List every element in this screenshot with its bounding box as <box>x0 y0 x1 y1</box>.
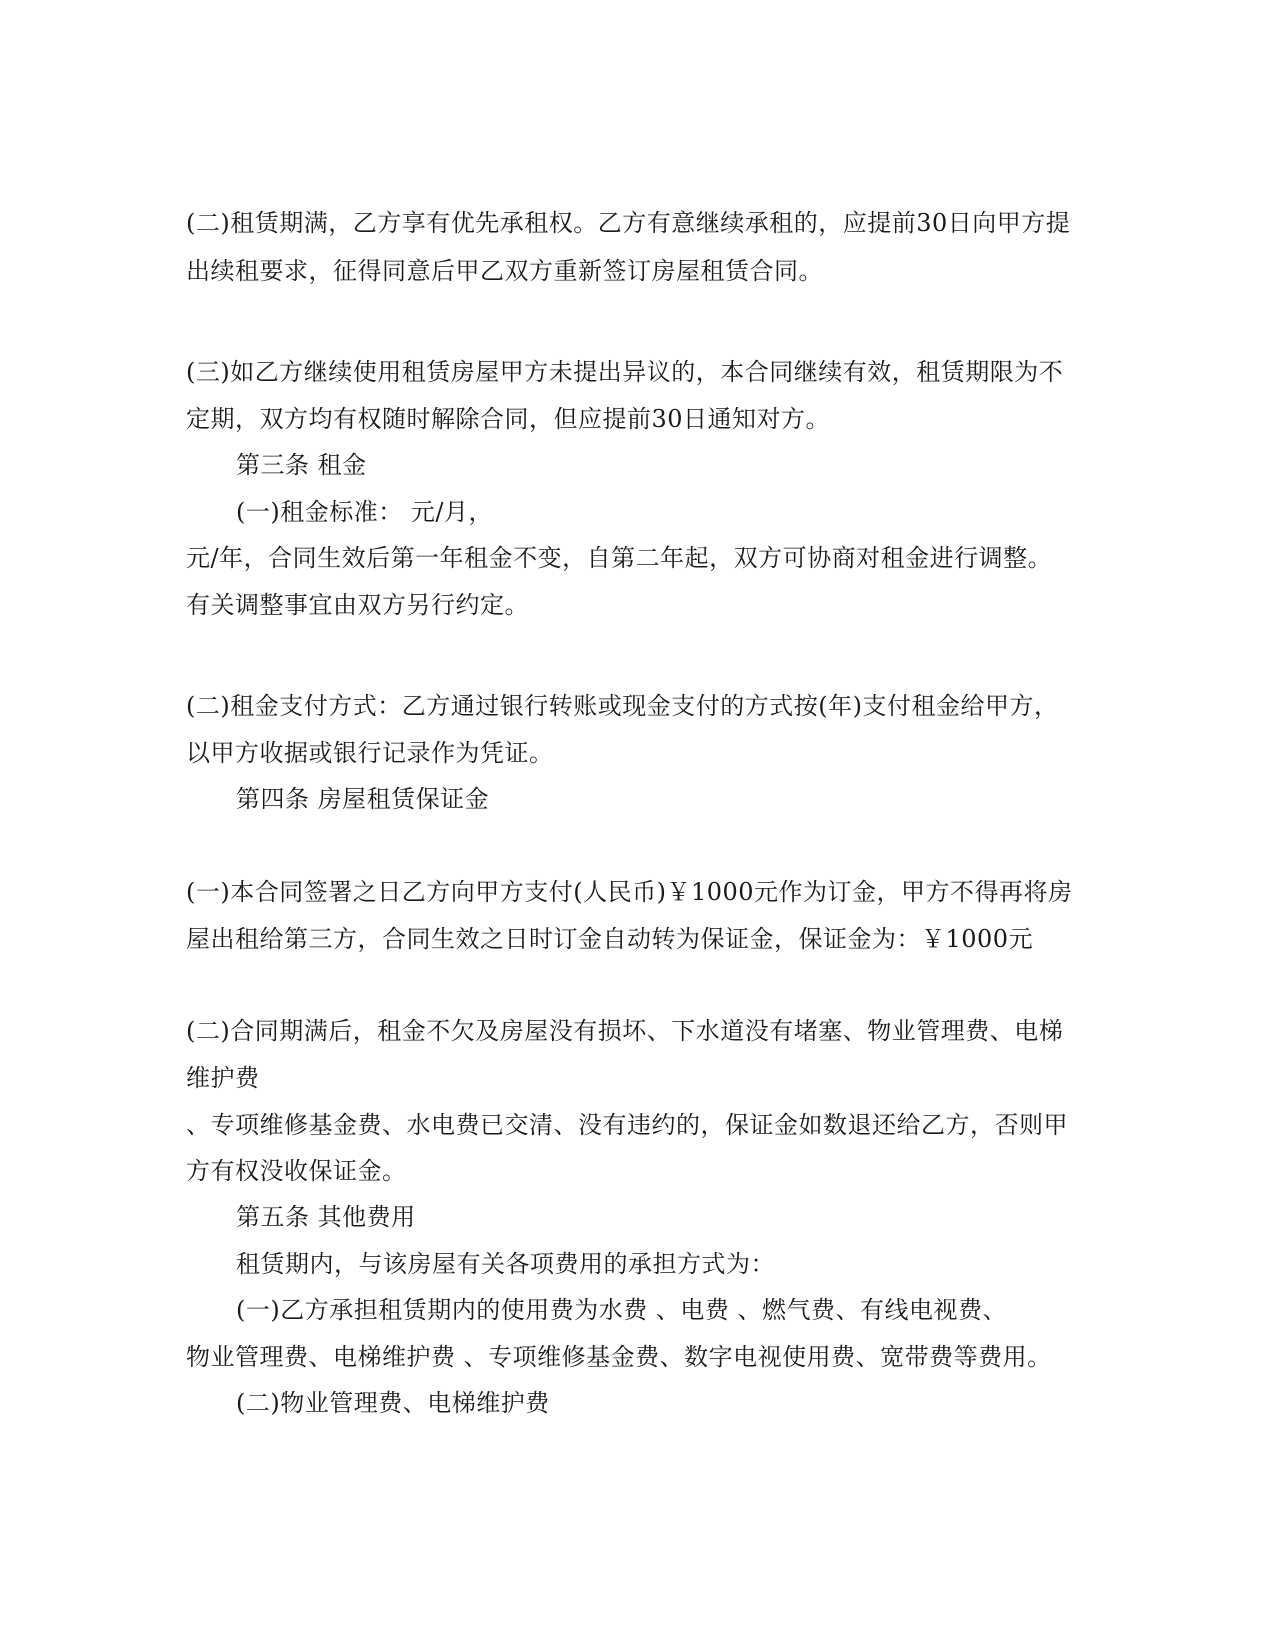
clause-3-1-line-1: (一)租金标准： 元/月， <box>236 498 493 526</box>
clause-5-1-line-1: (一)乙方承担租赁期内的使用费为水费 、电费 、燃气费、有线电视费、 <box>236 1296 1007 1324</box>
clause-4-2-line-2: 维护费 <box>186 1064 260 1092</box>
clause-3-1-line-2: 元/年，合同生效后第一年租金不变，自第二年起，双方可协商对租金进行调整。 <box>186 544 1053 572</box>
clause-4-1-line-2: 屋出租给第三方，合同生效之日时订金自动转为保证金，保证金为：￥1000元 <box>186 925 1034 953</box>
clause-2-2-line-2: 出续租要求，征得同意后甲乙双方重新签订房屋租赁合同。 <box>186 257 823 285</box>
article-5-intro: 租赁期内，与该房屋有关各项费用的承担方式为： <box>236 1250 775 1278</box>
clause-2-2-line-1: (二)租赁期满，乙方享有优先承租权。乙方有意继续承租的，应提前30日向甲方提 <box>186 209 1071 237</box>
article-5-heading: 第五条 其他费用 <box>236 1203 416 1231</box>
clause-4-2-line-4: 方有权没收保证金。 <box>186 1157 407 1185</box>
clause-5-1-line-2: 物业管理费、电梯维护费 、专项维修基金费、数字电视使用费、宽带费等费用。 <box>186 1343 1052 1371</box>
article-4-heading: 第四条 房屋租赁保证金 <box>236 785 490 813</box>
clause-2-3-line-2: 定期，双方均有权随时解除合同，但应提前30日通知对方。 <box>186 405 831 433</box>
clause-4-1-line-1: (一)本合同签署之日乙方向甲方支付(人民币)￥1000元作为订金，甲方不得再将房 <box>186 878 1073 906</box>
article-3-heading: 第三条 租金 <box>236 451 367 479</box>
clause-4-2-line-1: (二)合同期满后，租金不欠及房屋没有损坏、下水道没有堵塞、物业管理费、电梯 <box>186 1017 1064 1045</box>
clause-3-2-line-2: 以甲方收据或银行记录作为凭证。 <box>186 739 554 767</box>
clause-5-2-line-1: (二)物业管理费、电梯维护费 <box>236 1389 550 1417</box>
clause-4-2-line-3: 、专项维修基金费、水电费已交清、没有违约的，保证金如数退还给乙方，否则甲 <box>186 1111 1068 1139</box>
clause-3-2-line-1: (二)租金支付方式：乙方通过银行转账或现金支付的方式按(年)支付租金给甲方， <box>186 692 1059 720</box>
clause-2-3-line-1: (三)如乙方继续使用租赁房屋甲方未提出异议的，本合同继续有效，租赁期限为不 <box>186 358 1064 386</box>
clause-3-1-line-3: 有关调整事宜由双方另行约定。 <box>186 591 529 619</box>
